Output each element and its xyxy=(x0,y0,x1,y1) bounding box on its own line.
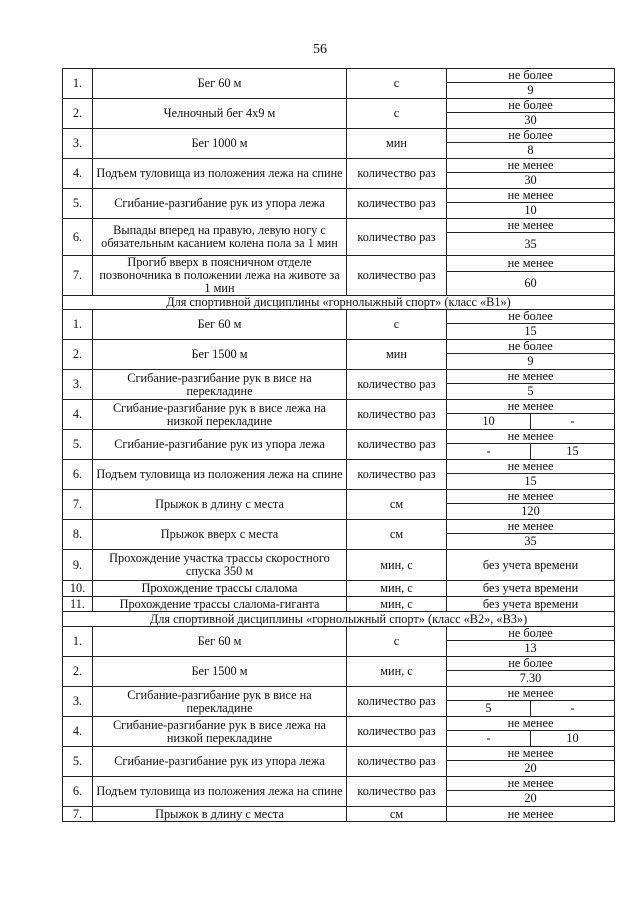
exercise-name: Бег 60 м xyxy=(93,69,347,99)
table-row xyxy=(63,256,615,272)
table-row xyxy=(63,460,615,474)
norm-value-left: - xyxy=(447,444,531,460)
row-number: 7. xyxy=(63,490,93,520)
norm-value: 20 xyxy=(447,761,615,777)
exercise-name: Прогиб вверх в поясничном отделе позвоночника в положении лежа на животе за 1 мин xyxy=(93,256,347,296)
exercise-name: Сгибание-разгибание рук в висе лежа на низкой перекладине xyxy=(93,400,347,430)
exercise-name: Подъем туловища из положения лежа на спине xyxy=(93,777,347,807)
norm-value-left: - xyxy=(447,731,531,747)
row-number: 5. xyxy=(63,430,93,460)
table-row xyxy=(63,807,615,822)
unit-cell: количество раз xyxy=(347,370,447,400)
row-number: 5. xyxy=(63,747,93,777)
unit-cell: мин, с xyxy=(347,657,447,687)
row-number: 5. xyxy=(63,189,93,219)
exercise-name: Бег 60 м xyxy=(93,627,347,657)
unit-cell: количество раз xyxy=(347,460,447,490)
section-title: Для спортивной дисциплины «горнолыжный спорт» (класс «В2», «В3») xyxy=(63,612,615,627)
norm-label: не менее xyxy=(447,777,615,791)
unit-cell: количество раз xyxy=(347,777,447,807)
table-row xyxy=(63,717,615,731)
table-row xyxy=(63,340,615,354)
norm-value-right: 10 xyxy=(531,731,615,747)
table-row xyxy=(63,310,615,324)
unit-cell: количество раз xyxy=(347,400,447,430)
unit-cell: с xyxy=(347,99,447,129)
section-header-row xyxy=(63,296,615,310)
exercise-name: Бег 1500 м xyxy=(93,657,347,687)
table-row xyxy=(63,657,615,671)
norm-value: 30 xyxy=(447,113,615,129)
norm-value-right: - xyxy=(531,414,615,430)
norm-label: не менее xyxy=(447,219,615,233)
unit-cell: количество раз xyxy=(347,687,447,717)
unit-cell: мин xyxy=(347,340,447,370)
row-number: 1. xyxy=(63,69,93,99)
norm-label: не менее xyxy=(447,430,615,444)
unit-cell: количество раз xyxy=(347,219,447,256)
section-title: Для спортивной дисциплины «горнолыжный спорт» (класс «В1») xyxy=(63,296,615,310)
norm-label: не более xyxy=(447,69,615,83)
unit-cell: количество раз xyxy=(347,430,447,460)
exercise-name: Бег 1500 м xyxy=(93,340,347,370)
norm-label: не более xyxy=(447,657,615,671)
exercise-name: Подъем туловища из положения лежа на спине xyxy=(93,159,347,189)
unit-cell: количество раз xyxy=(347,189,447,219)
table-row xyxy=(63,189,615,203)
row-number: 1. xyxy=(63,310,93,340)
unit-cell: см xyxy=(347,807,447,822)
norm-label: не более xyxy=(447,340,615,354)
row-number: 9. xyxy=(63,550,93,581)
norm-label: не более xyxy=(447,627,615,641)
norm-value-left: 10 xyxy=(447,414,531,430)
table-row xyxy=(63,627,615,641)
unit-cell: см xyxy=(347,520,447,550)
row-number: 2. xyxy=(63,657,93,687)
norm-value-right: 15 xyxy=(531,444,615,460)
exercise-name: Прыжок в длину с места xyxy=(93,490,347,520)
norm-value: 10 xyxy=(447,203,615,219)
table-row xyxy=(63,777,615,791)
norm-label: не менее xyxy=(447,520,615,534)
row-number: 1. xyxy=(63,627,93,657)
table-row xyxy=(63,430,615,444)
unit-cell: с xyxy=(347,627,447,657)
row-number: 2. xyxy=(63,99,93,129)
norm-label: не менее xyxy=(447,717,615,731)
norm-label: не менее xyxy=(447,490,615,504)
row-number: 6. xyxy=(63,460,93,490)
unit-cell: количество раз xyxy=(347,717,447,747)
row-number: 7. xyxy=(63,256,93,296)
row-number: 6. xyxy=(63,777,93,807)
norm-value: 13 xyxy=(447,641,615,657)
row-number: 7. xyxy=(63,807,93,822)
section-header-row xyxy=(63,612,615,627)
result-note: без учета времени xyxy=(447,581,615,597)
row-number: 3. xyxy=(63,687,93,717)
exercise-name: Сгибание-разгибание рук из упора лежа xyxy=(93,430,347,460)
table-row xyxy=(63,747,615,761)
norm-label: не менее xyxy=(447,400,615,414)
table-row xyxy=(63,597,615,612)
exercise-name: Прыжок вверх с места xyxy=(93,520,347,550)
row-number: 8. xyxy=(63,520,93,550)
norm-label: не менее xyxy=(447,256,615,272)
table-row xyxy=(63,687,615,701)
exercise-name: Бег 60 м xyxy=(93,310,347,340)
norm-value: 9 xyxy=(447,354,615,370)
norm-value: 15 xyxy=(447,474,615,490)
unit-cell: мин, с xyxy=(347,581,447,597)
unit-cell: с xyxy=(347,69,447,99)
exercise-name: Сгибание-разгибание рук из упора лежа xyxy=(93,747,347,777)
table-row xyxy=(63,581,615,597)
result-note: без учета времени xyxy=(447,550,615,581)
row-number: 4. xyxy=(63,400,93,430)
exercise-name: Прохождение трассы слалома-гиганта xyxy=(93,597,347,612)
row-number: 3. xyxy=(63,370,93,400)
norm-value: 60 xyxy=(447,272,615,296)
norm-label: не менее xyxy=(447,807,615,822)
unit-cell: с xyxy=(347,310,447,340)
table-row xyxy=(63,370,615,384)
unit-cell: мин, с xyxy=(347,550,447,581)
norm-value: 20 xyxy=(447,791,615,807)
norm-value: 30 xyxy=(447,173,615,189)
exercise-name: Сгибание-разгибание рук из упора лежа xyxy=(93,189,347,219)
exercise-name: Челночный бег 4x9 м xyxy=(93,99,347,129)
norm-value-right: - xyxy=(531,701,615,717)
unit-cell: количество раз xyxy=(347,159,447,189)
row-number: 2. xyxy=(63,340,93,370)
row-number: 10. xyxy=(63,581,93,597)
row-number: 6. xyxy=(63,219,93,256)
unit-cell: мин xyxy=(347,129,447,159)
table-row xyxy=(63,69,615,83)
table-row xyxy=(63,550,615,581)
norm-value: 8 xyxy=(447,143,615,159)
exercise-name: Прохождение участка трассы скоростного спуска 350 м xyxy=(93,550,347,581)
norm-label: не более xyxy=(447,129,615,143)
row-number: 3. xyxy=(63,129,93,159)
exercise-name: Сгибание-разгибание рук в висе на перекладине xyxy=(93,370,347,400)
exercise-name: Прыжок в длину с места xyxy=(93,807,347,822)
exercise-name: Подъем туловища из положения лежа на спине xyxy=(93,460,347,490)
table-row xyxy=(63,99,615,113)
page-number: 56 xyxy=(313,42,327,57)
table-row xyxy=(63,219,615,233)
exercise-name: Сгибание-разгибание рук в висе лежа на низкой перекладине xyxy=(93,717,347,747)
row-number: 11. xyxy=(63,597,93,612)
norm-value: 5 xyxy=(447,384,615,400)
norm-value: 35 xyxy=(447,534,615,550)
norm-value: 7.30 xyxy=(447,671,615,687)
norm-label: не менее xyxy=(447,189,615,203)
unit-cell: количество раз xyxy=(347,747,447,777)
exercise-name: Прохождение трассы слалома xyxy=(93,581,347,597)
norm-label: не менее xyxy=(447,687,615,701)
norm-value: 120 xyxy=(447,504,615,520)
norm-label: не менее xyxy=(447,747,615,761)
norm-label: не более xyxy=(447,99,615,113)
norm-label: не менее xyxy=(447,159,615,173)
exercise-name: Выпады вперед на правую, левую ногу с обязательным касанием колена пола за 1 мин xyxy=(93,219,347,256)
norm-label: не более xyxy=(447,310,615,324)
norm-value-left: 5 xyxy=(447,701,531,717)
standards-table xyxy=(62,68,615,822)
table-row xyxy=(63,159,615,173)
row-number: 4. xyxy=(63,717,93,747)
unit-cell: см xyxy=(347,490,447,520)
table-row xyxy=(63,520,615,534)
norm-value: 9 xyxy=(447,83,615,99)
row-number: 4. xyxy=(63,159,93,189)
norm-label: не менее xyxy=(447,460,615,474)
table-row xyxy=(63,490,615,504)
result-note: без учета времени xyxy=(447,597,615,612)
norm-value: 35 xyxy=(447,233,615,256)
unit-cell: количество раз xyxy=(347,256,447,296)
unit-cell: мин, с xyxy=(347,597,447,612)
table-row xyxy=(63,129,615,143)
table-row xyxy=(63,400,615,414)
exercise-name: Сгибание-разгибание рук в висе на перекладине xyxy=(93,687,347,717)
norm-value: 15 xyxy=(447,324,615,340)
norm-label: не менее xyxy=(447,370,615,384)
exercise-name: Бег 1000 м xyxy=(93,129,347,159)
